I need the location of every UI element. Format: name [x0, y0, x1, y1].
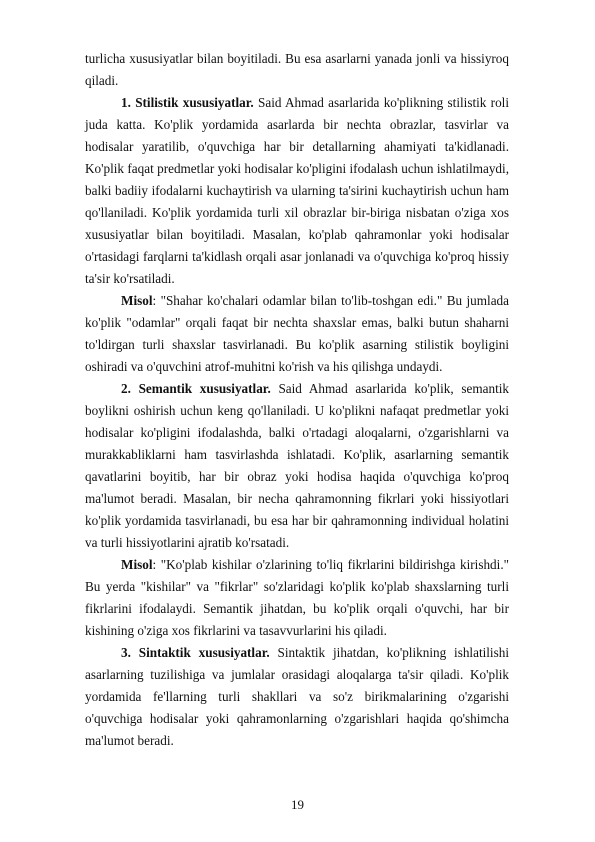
paragraph-text: Sintaktik jihatdan, ko'plikning ishlatilishi asarlarning tuzilishiga va jumlalar orasidagi aloqalarga ta'sir qiladi. Ko'plik yordamida fe'llarning turli shakllari va so'z birikmalarining o'zgarishi o'quvchiga hodisalar yoki qahramonlarning o'zgarishlari haqida qo'shimcha ma'lumot beradi.	[85, 645, 509, 748]
paragraph-intro	[85, 48, 509, 92]
section-heading: 1. Stilistik xususiyatlar.	[121, 95, 254, 110]
paragraph-semantik-xususiyatlar	[85, 378, 509, 554]
paragraph-misol-1	[85, 290, 509, 378]
paragraph-text: Said Ahmad asarlarida ko'plikning stilistik roli juda katta. Ko'plik yordamida asarlarda bir nechta obrazlar, tasvirlar va hodisalar yaratilib, o'quvchiga har bir detallarning ahamiyati ta'kidlanadi. Ko'plik faqat predmetlar yoki hodisalar ko'pligini ifodalash uchun ishlatilmaydi, balki badiiy ifodalarni kuchaytirish va ularning ta'sirini kuchaytirish uchun ham qo'llaniladi. Ko'plik yordamida turli xil obrazlar bir-biriga nisbatan o'ziga xos xususiyatlar bilan boyitiladi. Masalan, ko'plab qahramonlar yoki hodisalar o'rtasidagi farqlarni ta'kidlash orqali asar jonlanadi va o'quvchiga ko'proq hissiy ta'sir ko'rsatiladi.	[85, 95, 509, 286]
document-body	[85, 48, 509, 752]
example-label: Misol	[121, 557, 153, 572]
paragraph-text: Said Ahmad asarlarida ko'plik, semantik boylikni oshirish uchun keng qo'llaniladi. U ko'plikni nafaqat predmetlar yoki hodisalar ko'pligini ifodalashda, balki o'rtadagi aloqalarni, o'zgarishlarni va murakkabliklarni ham tasvirlashda ishlatadi. Ko'plik, asarlarning semantik qavatlarini boyitib, har bir obraz yoki hodisa haqida o'quvchiga ko'proq ma'lumot beradi. Masalan, bir necha qahramonning fikrlari yoki hissiyotlari ko'plik yordamida tasvirlanadi, bu esa har bir qahramonning individual holatini va turli hissiyotlarini ajratib ko'rsatadi.	[85, 381, 509, 550]
section-heading: 2. Semantik xususiyatlar.	[121, 381, 271, 396]
paragraph-misol-2	[85, 554, 509, 642]
paragraph-text: : "Ko'plab kishilar o'zlarining to'liq fikrlarini bildirishga kirishdi." Bu yerda "kishilar" va "fikrlar" so'zlaridagi ko'plik ko'plab shaxslarning turli fikrlarini ifodalaydi. Semantik jihatdan, bu ko'plik orqali o'quvchi, har bir kishining o'ziga xos fikrlarini va tasavvurlarini his qiladi.	[85, 557, 509, 638]
paragraph-stilistik-xususiyatlar	[85, 92, 509, 290]
paragraph-text: : "Shahar ko'chalari odamlar bilan to'lib-toshgan edi." Bu jumlada ko'plik "odamlar" orqali faqat bir nechta shaxslar emas, balki butun shaharni to'ldirgan turli shaxslar tasvirlanadi. Bu ko'plik asarning stilistik boyligini oshiradi va o'quvchini atrof-muhitni ko'rish va his qilishga undaydi.	[85, 293, 509, 374]
paragraph-sintaktik-xususiyatlar	[85, 642, 509, 752]
paragraph-text: turlicha xususiyatlar bilan boyitiladi. Bu esa asarlarni yanada jonli va hissiyroq qiladi.	[85, 51, 509, 88]
example-label: Misol	[121, 293, 153, 308]
page-number: 19	[291, 797, 304, 812]
section-heading: 3. Sintaktik xususiyatlar.	[121, 645, 270, 660]
